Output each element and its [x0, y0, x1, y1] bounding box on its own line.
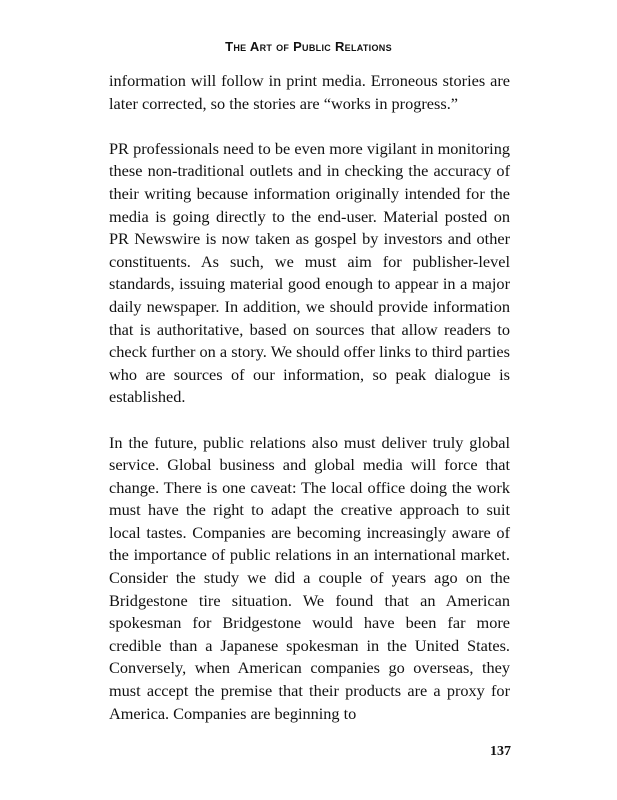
paragraph-3: In the future, public relations also must deliver truly global service. Global business and global media will force that change. There is one caveat: The local office doing the work must have the right to adapt the creative approach to suit local tastes. Companies are becoming increasingly aware of the importance of public relations in an international market. Consider the study we did a couple of years ago on the Bridgestone tire situation. We found that an American spokesman for Bridgestone would have been far more credible than a Japanese spokesman in the United States. Conversely, when American companies go overseas, they must accept the premise that their products are a proxy for America. Companies are beginning to [109, 432, 510, 723]
running-head-title: The Art of Public Relations [225, 39, 392, 54]
paragraph-2: PR professionals need to be even more vigilant in monitoring these non-traditional outlets and in checking the accuracy of their writing because information originally intended for the media is going directly to the end-user. Material posted on PR Newswire is now taken as gospel by investors and other constituents. As such, we must aim for publisher-level standards, issuing material good enough to appear in a major daily newspaper. In addition, we should provide information that is authoritative, based on sources that allow readers to check further on a story. We should offer links to third parties who are sources of our information, so peak dialogue is established. [109, 138, 510, 407]
paragraph-1: information will follow in print media. Erroneous stories are later corrected, so the stories are “works in progress.” [109, 71, 510, 113]
page-number: 137 [490, 744, 511, 759]
body-text [109, 70, 510, 725]
